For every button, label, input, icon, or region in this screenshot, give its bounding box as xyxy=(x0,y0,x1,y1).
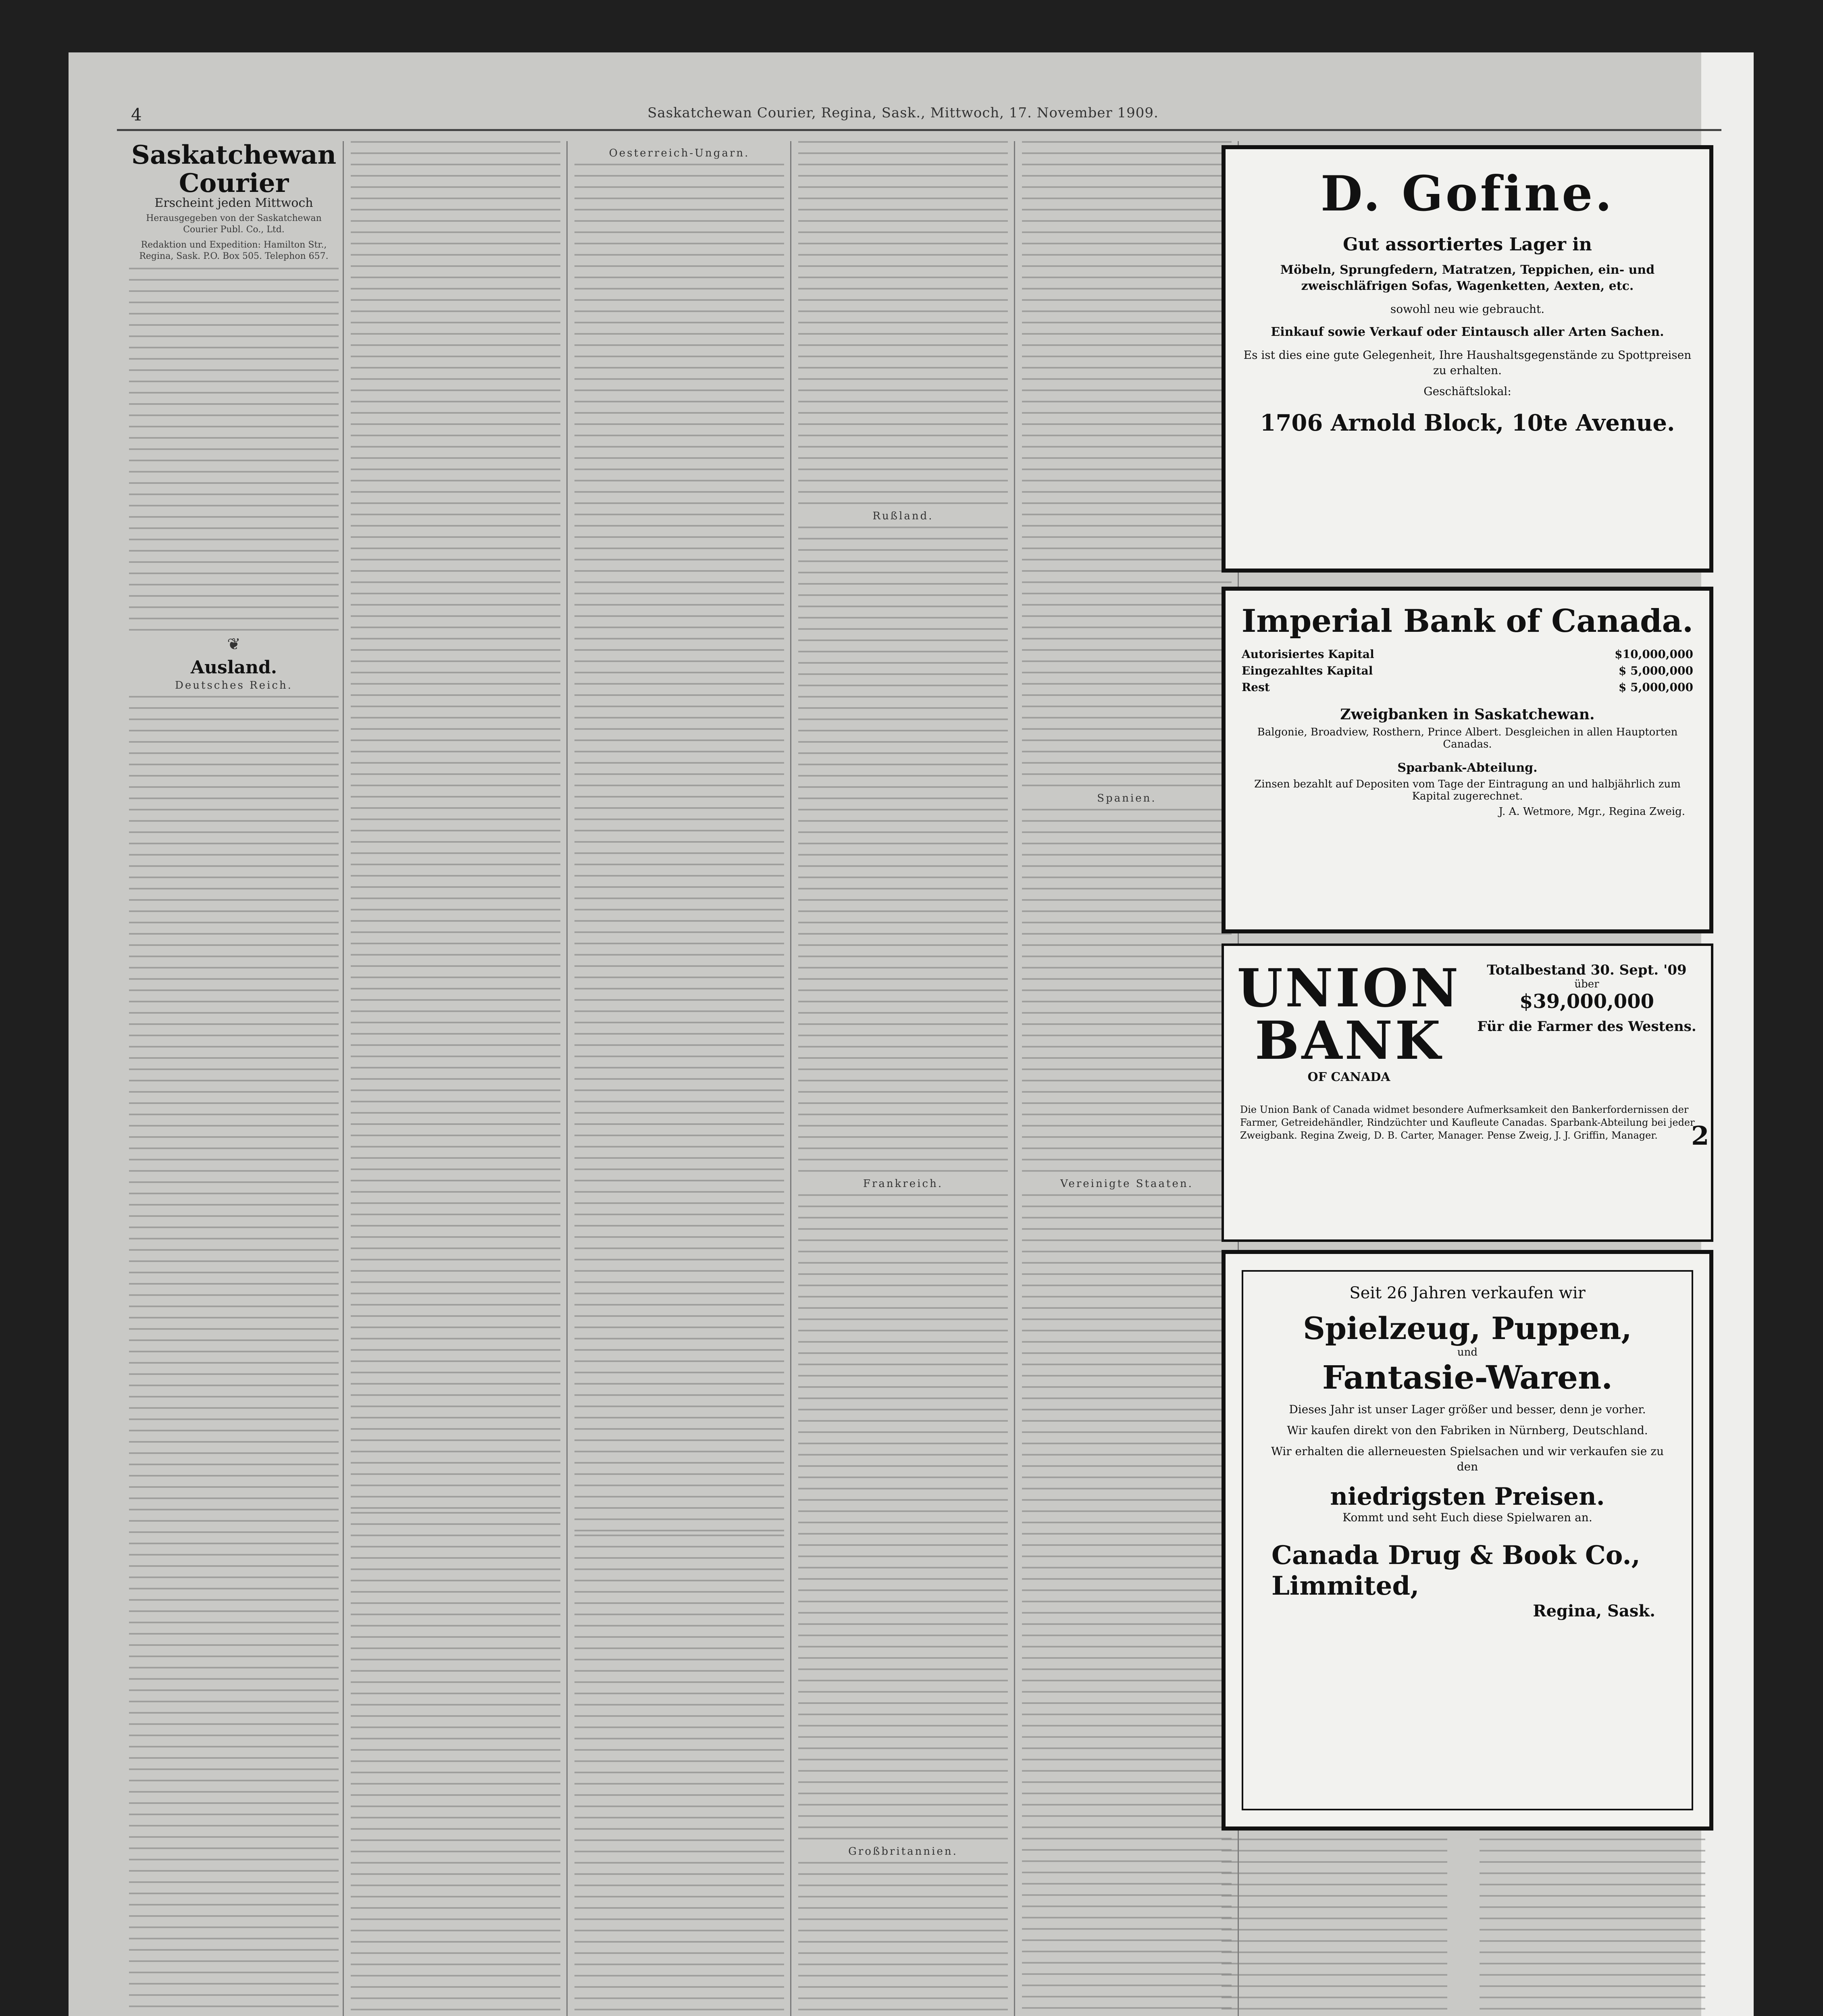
ad-gofine-line1: Gut assortiertes Lager in xyxy=(1343,234,1592,255)
ad-toys xyxy=(1222,1250,1713,1831)
toys-p3: Wir erhalten die allerneuesten Spielsachen und wir verkaufen sie zu den xyxy=(1271,1445,1664,1473)
newspaper-page xyxy=(69,52,1754,2016)
toys-p2: Wir kaufen direkt von den Fabriken in Nürnberg, Deutschland. xyxy=(1287,1424,1648,1437)
subscription-text xyxy=(129,268,339,631)
section-oesterreich: Oesterreich-Ungarn. xyxy=(609,147,750,159)
ad-toys-frame xyxy=(1242,1270,1693,1810)
toys-line3: und xyxy=(1457,1346,1478,1358)
column-divider xyxy=(343,141,344,2016)
logo-line2: BANK xyxy=(1255,1010,1443,1071)
ad-bank-manager: J. A. Wetmore, Mgr., Regina Zweig. xyxy=(1498,806,1685,818)
union-total-value: $39,000,000 xyxy=(1519,990,1654,1013)
page-number: 4 xyxy=(131,105,142,125)
article-text xyxy=(1022,1194,1232,2016)
margin-mark: 2 xyxy=(1691,1121,1709,1151)
column-4 xyxy=(798,141,1008,2016)
ad-gofine-line3: sowohl neu wie gebraucht. xyxy=(1390,302,1545,316)
union-bank-totals xyxy=(1474,962,1700,1035)
ad-gofine-line2: Möbeln, Sprungfedern, Matratzen, Teppichen, ein- und zweischläfrigen Sofas, Wagenketten, Aexten, etc. xyxy=(1280,263,1655,293)
article-text xyxy=(798,1862,1008,2016)
capital-label: Autorisiertes Kapital xyxy=(1242,648,1374,661)
capital-value: $ 5,000,000 xyxy=(1618,681,1693,694)
column-2 xyxy=(351,141,560,2016)
article-text xyxy=(1022,141,1232,786)
section-frankreich: Frankreich. xyxy=(863,1178,943,1190)
union-total-over: über xyxy=(1574,978,1599,990)
toys-shop: Canada Drug & Book Co., Limmited, xyxy=(1272,1540,1640,1601)
section-grossbritannien: Großbritannien. xyxy=(848,1845,958,1858)
ad-gofine-name: D. Gofine. xyxy=(1320,165,1615,222)
article-text xyxy=(798,141,1008,504)
article-text xyxy=(1480,1839,1705,2016)
ad-gofine-line5: Es ist dies eine gute Gelegenheit, Ihre Haushaltsgegenstände zu Spottpreisen zu erhalten. xyxy=(1243,348,1692,377)
bottom-column-right xyxy=(1480,1839,1705,2016)
column-divider xyxy=(790,141,791,2016)
article-text xyxy=(1222,1839,1447,2016)
ad-gofine-line4: Einkauf sowie Verkauf oder Eintausch aller Arten Sachen. xyxy=(1271,325,1664,339)
ad-gofine xyxy=(1222,145,1713,573)
article-text xyxy=(351,141,560,1512)
column-1 xyxy=(129,141,339,2016)
running-head: Saskatchewan Courier, Regina, Sask., Mittwoch, 17. November 1909. xyxy=(647,105,1159,121)
article-text xyxy=(798,527,1008,1172)
union-body: Die Union Bank of Canada widmet besondere Aufmerksamkeit den Bankerfordernissen der Farmer, Getreidehändler, Rindzüchter und Kaufleute Canadas. Sparbank-Abteilung bei jeder Zweigbank. Regina Zweig, D. B. Carter, Manager. Pense Zweig, J. J. Griffin, Manager. xyxy=(1240,1104,1695,1141)
toys-line1: Seit 26 Jahren verkaufen wir xyxy=(1349,1284,1586,1302)
ad-gofine-line6: Geschäftslokal: xyxy=(1423,385,1511,398)
section-vereinigte-staaten: Vereinigte Staaten. xyxy=(1060,1178,1193,1190)
column-3 xyxy=(574,141,784,2016)
article-text xyxy=(798,1194,1008,1839)
toys-line4: Fantasie-Waren. xyxy=(1322,1358,1613,1396)
union-tagline: Für die Farmer des Westens. xyxy=(1477,1018,1696,1035)
article-text xyxy=(129,696,339,2016)
ad-bank-name: Imperial Bank of Canada. xyxy=(1241,603,1694,639)
column-5 xyxy=(1022,141,1232,2016)
section-title-ausland: Ausland. xyxy=(190,657,277,678)
table-row xyxy=(1242,679,1693,696)
ornament-icon: ❦ xyxy=(227,635,241,654)
article-text xyxy=(1022,809,1232,1172)
union-bank-logo xyxy=(1236,957,1462,1091)
ad-bank-capital-table xyxy=(1242,646,1693,696)
office-line: Redaktion und Expedition: Hamilton Str., Regina, Sask. P.O. Box 505. Telephon 657. xyxy=(139,240,329,261)
logo-line3: OF CANADA xyxy=(1307,1070,1390,1084)
header-rule xyxy=(117,129,1721,131)
section-russland: Rußland. xyxy=(872,510,934,522)
toys-city: Regina, Sask. xyxy=(1533,1602,1655,1620)
ad-union-bank xyxy=(1222,943,1713,1242)
ad-bank-branches: Balgonie, Broadview, Rosthern, Prince Albert. Desgleichen in allen Hauptorten Canadas. xyxy=(1257,726,1678,750)
column-divider xyxy=(566,141,568,2016)
article-text xyxy=(574,164,784,1535)
section-deutsches-reich: Deutsches Reich. xyxy=(175,679,293,691)
capital-value: $10,000,000 xyxy=(1615,648,1693,661)
section-spanien: Spanien. xyxy=(1097,792,1157,804)
masthead xyxy=(129,141,339,262)
capital-value: $ 5,000,000 xyxy=(1618,664,1693,677)
capital-label: Eingezahltes Kapital xyxy=(1242,664,1373,677)
paper-subtitle: Erscheint jeden Mittwoch xyxy=(154,196,313,210)
article-text xyxy=(351,1512,560,2016)
ad-gofine-address: 1706 Arnold Block, 10te Avenue. xyxy=(1260,410,1675,436)
capital-label: Rest xyxy=(1242,681,1270,694)
paper-title: Saskatchewan Courier xyxy=(131,141,337,198)
ad-bank-savings-text: Zinsen bezahlt auf Depositen vom Tage der Eintragung an und halbjährlich zum Kapital zugerechnet. xyxy=(1254,778,1681,802)
table-row xyxy=(1242,646,1693,662)
logo-line1: UNION xyxy=(1237,957,1461,1019)
article-text xyxy=(574,1535,784,2016)
union-total-label: Totalbestand 30. Sept. '09 xyxy=(1487,962,1687,978)
column-divider xyxy=(1014,141,1015,2016)
bottom-column-left xyxy=(1222,1839,1447,2016)
table-row xyxy=(1242,662,1693,679)
toys-line6: Kommt und seht Euch diese Spielwaren an. xyxy=(1342,1511,1592,1524)
ad-bank-savings-title: Sparbank-Abteilung. xyxy=(1397,761,1538,775)
toys-p1: Dieses Jahr ist unser Lager größer und besser, denn je vorher. xyxy=(1289,1403,1646,1416)
ad-bank-branches-title: Zweigbanken in Saskatchewan. xyxy=(1340,706,1595,723)
toys-line5: niedrigsten Preisen. xyxy=(1330,1483,1605,1511)
publisher-line: Herausgegeben von der Saskatchewan Courier Publ. Co., Ltd. xyxy=(146,213,322,235)
ad-imperial-bank xyxy=(1222,587,1713,933)
toys-line2: Spielzeug, Puppen, xyxy=(1303,1310,1632,1346)
